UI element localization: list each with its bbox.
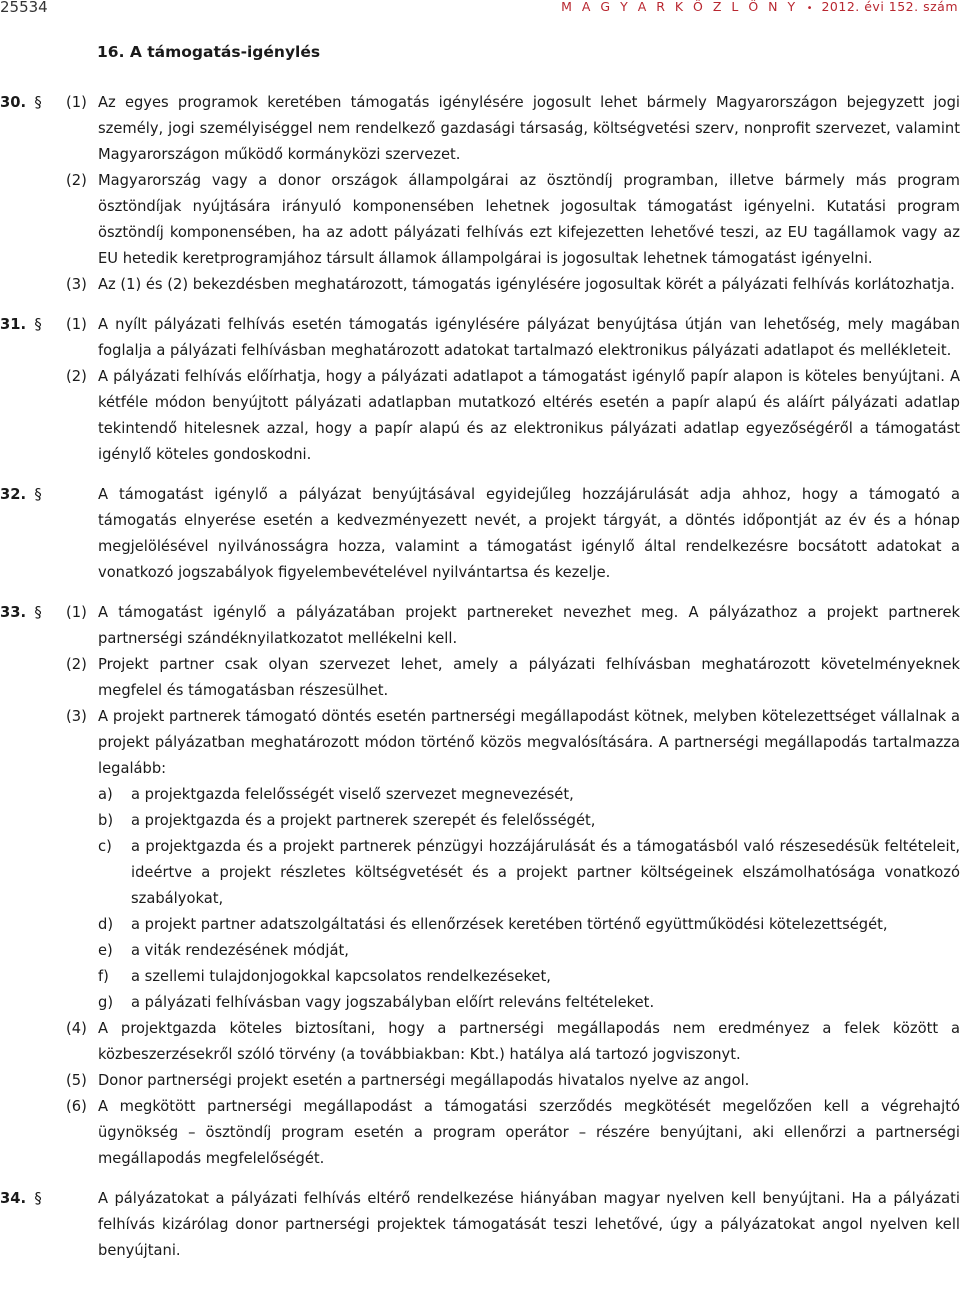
list-item-marker: a)	[98, 786, 113, 803]
subsection	[0, 652, 960, 704]
subsection-number: (5)	[66, 1072, 87, 1089]
subsection	[0, 168, 960, 272]
paragraph-30	[0, 90, 960, 298]
list-item	[0, 938, 960, 964]
paragraph-number: 30.	[0, 94, 27, 111]
list-item	[0, 990, 960, 1016]
list-item-marker: e)	[98, 942, 113, 959]
subsection	[0, 600, 960, 652]
list-item-marker: c)	[98, 838, 112, 855]
subsection-text: A projektgazda köteles biztosítani, hogy a partnerségi megállapodás nem eredményez a felek között a közbeszerzésekről szóló törvény (a továbbiakban: Kbt.) hatálya alá tartozó jogviszonyt.	[98, 1020, 960, 1063]
subsection-number: (1)	[66, 316, 87, 333]
publication-name: M A G Y A R K Ö Z L Ö N Y	[561, 0, 799, 14]
list-item	[0, 834, 960, 912]
subsection	[0, 704, 960, 782]
list-item-text: a projektgazda és a projekt partnerek szerepét és felelősségét,	[131, 812, 596, 829]
list-item-marker: g)	[98, 994, 114, 1011]
list-item-text: a projektgazda felelősségét viselő szervezet megnevezését,	[131, 786, 574, 803]
paragraph-number: 32.	[0, 486, 27, 503]
paragraph-number: 31.	[0, 316, 27, 333]
list-item-marker: d)	[98, 916, 114, 933]
subsection	[0, 312, 960, 364]
paragraph-text: A pályázatokat a pályázati felhívás eltérő rendelkezése hiányában magyar nyelven kell benyújtani. Ha a pályázati felhívás kizárólag donor partnerségi projektek támogatását teszi lehetővé, úgy a pályázatokat angol nyelven kell benyújtani.	[98, 1190, 960, 1259]
subsection	[0, 1016, 960, 1068]
list-item-marker: f)	[98, 968, 109, 985]
subsection	[0, 1094, 960, 1172]
subsection	[0, 364, 960, 468]
subsection-number: (3)	[66, 708, 87, 725]
list-item-text: a pályázati felhívásban vagy jogszabályban előírt releváns feltételeket.	[131, 994, 655, 1011]
subsection-text: A nyílt pályázati felhívás esetén támogatás igénylésére pályázat benyújtása útján van lehetőség, mely magában foglalja a pályázati felhívásban meghatározott adatokat tartalmazó elektronikus pályázati adatlapot és mellékleteit.	[98, 316, 960, 359]
list-item	[0, 964, 960, 990]
paragraph-number: 34.	[0, 1190, 27, 1207]
document-body	[0, 90, 960, 1264]
paragraph-text: A támogatást igénylő a pályázat benyújtásával egyidejűleg hozzájárulását adja ahhoz, hogy a támogató a támogatás elnyerése esetén a kedvezményezett nevét, a projekt tárgyát, a döntés időpontját az év és a hónap megjelölésével nyilvánosságra hozza, valamint a támogatást igénylő által rendelkezésre bocsátott adatokat a vonatkozó jogszabályok figyelembevételével nyilvántartsa és kezelje.	[98, 486, 960, 581]
section-title: 16. A támogatás-igénylés	[97, 43, 321, 61]
section-sign-icon: §	[34, 94, 42, 111]
subsection	[0, 272, 960, 298]
list-item-marker: b)	[98, 812, 114, 829]
subsection-number: (1)	[66, 604, 87, 621]
subsection-text: Donor partnerségi projekt esetén a partnerségi megállapodás hivatalos nyelve az angol.	[98, 1072, 750, 1089]
subsection-text: A megkötött partnerségi megállapodást a támogatási szerződés megkötését megelőzően kell a végrehajtó ügynökség – ösztöndíj program esetén a program operátor – részére benyújtani, aki ellenőrzi a partnerségi megállapodás megfelelőségét.	[98, 1098, 960, 1167]
paragraph-34	[0, 1186, 960, 1264]
list-item	[0, 808, 960, 834]
section-sign-icon: §	[34, 486, 42, 503]
paragraph-33	[0, 600, 960, 1172]
list-item	[0, 782, 960, 808]
subsection-text: Az egyes programok keretében támogatás igénylésére jogosult lehet bármely Magyarországon bejegyzett jogi személy, jogi személyiséggel nem rendelkező gazdasági társaság, költségvetési szerv, nonprofit szervezet, valamint Magyarországon működő kormányközi szervezet.	[98, 94, 960, 163]
page-number: 25534	[0, 0, 48, 16]
subsection-number: (2)	[66, 656, 87, 673]
list-item	[0, 912, 960, 938]
section-sign-icon: §	[34, 604, 42, 621]
issue-label: 2012. évi 152. szám	[821, 0, 958, 14]
subsection-number: (1)	[66, 94, 87, 111]
subsection-number: (2)	[66, 172, 87, 189]
bullet-separator: •	[806, 3, 813, 14]
subsection-text: A támogatást igénylő a pályázatában projekt partnereket nevezhet meg. A pályázathoz a projekt partnerek partnerségi szándéknyilatkozatot mellékelni kell.	[98, 604, 960, 647]
list-item-text: a viták rendezésének módját,	[131, 942, 349, 959]
section-sign-icon: §	[34, 316, 42, 333]
subsection-number: (6)	[66, 1098, 87, 1115]
paragraph-31	[0, 312, 960, 468]
section-sign-icon: §	[34, 1190, 42, 1207]
subsection-text: Az (1) és (2) bekezdésben meghatározott, támogatás igénylésére jogosultak körét a pályázati felhívás korlátozhatja.	[98, 276, 955, 293]
subsection-text: A pályázati felhívás előírhatja, hogy a pályázati adatlapot a támogatást igénylő papír alapon is köteles benyújtani. A kétféle módon benyújtott pályázati adatlapban mutatkozó eltérés esetén a papír alapú és aláírt pályázati adatlap tekintendő hitelesnek azzal, hogy a papír alapú és az elektronikus pályázati adatlap egyezőségéről a támogatást igénylő köteles gondoskodni.	[98, 368, 960, 463]
list-item-text: a szellemi tulajdonjogokkal kapcsolatos rendelkezéseket,	[131, 968, 551, 985]
subsection	[0, 1068, 960, 1094]
subsection-text: Projekt partner csak olyan szervezet lehet, amely a pályázati felhívásban meghatározott követelményeknek megfelel és támogatásban részesülhet.	[98, 656, 960, 699]
subsection-number: (3)	[66, 276, 87, 293]
subsection-text: Magyarország vagy a donor országok állampolgárai az ösztöndíj programban, illetve bármely más program ösztöndíjak nyújtására irányuló komponensében lehetnek jogosultak támogatást igényelni. Kutatási program ösztöndíj komponensében, ha az adott pályázati felhívás ezt kifejezetten lehetővé teszi, az EU tagállamok vagy az EU hetedik keretprogramjához társult államok állampolgárai is jogosultak lehetnek támogatást igényelni.	[98, 172, 960, 267]
list-item-text: a projektgazda és a projekt partnerek pénzügyi hozzájárulását és a támogatásból való részesedésük feltételeit, ideértve a projekt részletes költségvetését és a projekt partner költségeinek elszámolhatósága vonatkozó szabályokat,	[131, 838, 960, 907]
running-header	[561, 0, 958, 14]
paragraph-32	[0, 482, 960, 586]
subsection	[0, 90, 960, 168]
subsection-number: (2)	[66, 368, 87, 385]
subsection-text: A projekt partnerek támogató döntés esetén partnerségi megállapodást kötnek, melyben kötelezettséget vállalnak a projekt pályázatban meghatározott módon történő közös megvalósítására. A partnerségi megállapodás tartalmazza legalább:	[98, 708, 960, 777]
list-item-text: a projekt partner adatszolgáltatási és ellenőrzések keretében történő együttműködési kötelezettségét,	[131, 916, 888, 933]
paragraph-number: 33.	[0, 604, 27, 621]
subsection-number: (4)	[66, 1020, 87, 1037]
